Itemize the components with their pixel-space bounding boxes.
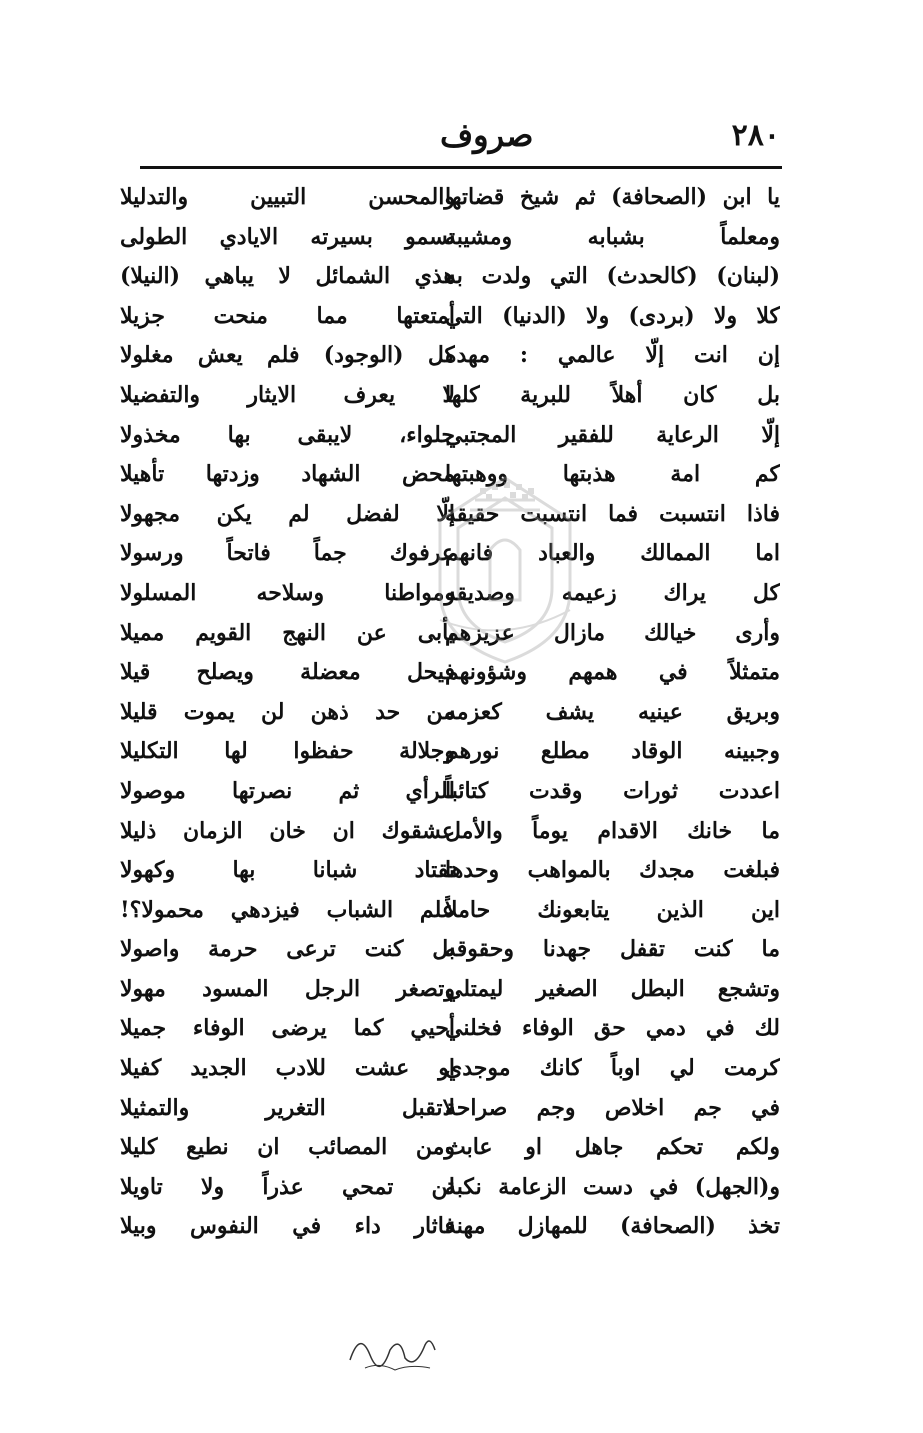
right-column-verse-line: كرمت لي اوباً كانك موجدي bbox=[445, 1055, 780, 1082]
right-column-verse-line: متمثلاً في همهم وشؤونهم bbox=[445, 659, 780, 686]
right-column-verse-line: وجبينه الوقاد مطلع نورهم bbox=[445, 738, 780, 765]
left-column-verse-line: تسمو بسيرته الايادي الطولى bbox=[120, 223, 455, 250]
left-column-verse-line: لاتقبل التغرير والتمثيلا bbox=[120, 1094, 455, 1121]
left-column-verse-line: جلواء، لايبقى بها مخذولا bbox=[120, 421, 455, 448]
left-column-verse-line: أحيي كما يرضى الوفاء جميلا bbox=[120, 1015, 455, 1042]
header-rule bbox=[140, 166, 782, 169]
page-header bbox=[140, 110, 780, 160]
right-column-verse-line: كل يراك زعيمه وصديقه bbox=[445, 579, 780, 606]
right-column-verse-line: تخذ (الصحافة) للمهازل مهنة bbox=[445, 1213, 780, 1240]
left-column-verse-line: محض الشهاد وزدتها تأهيلا bbox=[120, 461, 455, 488]
right-column-verse-line: ومعلماً بشبابه ومشيبه bbox=[445, 223, 780, 250]
right-column-verse-line: لك في دمي حق الوفاء فخلني bbox=[445, 1015, 780, 1042]
right-column-verse-line: (لبنان) (كالحدث) التي ولدت به bbox=[445, 263, 780, 290]
right-column-verse-line: اين الذين يتابعونك حاملاً bbox=[445, 896, 780, 923]
left-column-verse-line: يأبى عن النهج القويم مميلا bbox=[120, 619, 455, 646]
right-column-verse-line: و(الجهل) في دست الزعامة نكبة bbox=[445, 1173, 780, 1200]
right-column bbox=[445, 178, 780, 1247]
right-column-verse-line: كم امة هذبتها ووهبتها bbox=[445, 461, 780, 488]
left-column-verse-line: كل (الوجود) فلم يعش مغلولا bbox=[120, 342, 455, 369]
right-column-verse-line: وتشجع البطل الصغير ليمتلي bbox=[445, 975, 780, 1002]
right-column-verse-line: فبلغت مجدك بالمواهب وحدها bbox=[445, 857, 780, 884]
handwritten-signature-icon bbox=[345, 1320, 440, 1375]
left-column-verse-line: هذي الشمائل لا يباهي (النيلا) bbox=[120, 263, 455, 290]
running-title: صروف bbox=[440, 116, 534, 154]
right-column-verse-line: إلّا الرعاية للفقير المجتبي bbox=[445, 421, 780, 448]
left-column-verse-line: من حد ذهن لن يموت قليلا bbox=[120, 698, 455, 725]
left-column-verse-line: عشقوك ان خان الزمان ذليلا bbox=[120, 817, 455, 844]
right-column-verse-line: ما كنت تقفل جهدنا وحقوقه bbox=[445, 936, 780, 963]
left-column-verse-line: وجلالة حفظوا لها التكليلا bbox=[120, 738, 455, 765]
left-column-verse-line: إلّا لفضل لم يكن مجهولا bbox=[120, 500, 455, 527]
left-column-verse-line: بل كنت ترعى حرمة واصولا bbox=[120, 936, 455, 963]
right-column-verse-line: إن انت إلّا عالمي : مهده bbox=[445, 342, 780, 369]
left-column-verse-line: أمتعتها مما منحت جزيلا bbox=[120, 302, 455, 329]
right-column-verse-line: ولكم تحكم جاهل او عابث bbox=[445, 1134, 780, 1161]
left-column-verse-line: عرفوك جماً فاتحاً ورسولا bbox=[120, 540, 455, 567]
right-column-verse-line: كلا ولا (بردى) ولا (الدنيا) التي bbox=[445, 302, 780, 329]
right-column-verse-line: ما خانك الاقدام يوماً والأمل bbox=[445, 817, 780, 844]
left-column-verse-line: تقتاد شبانا بها وكهولا bbox=[120, 857, 455, 884]
right-column-verse-line: اما الممالك والعباد فانهم bbox=[445, 540, 780, 567]
right-column-verse-line: فاذا انتسبت فما انتسبت حقيقة bbox=[445, 500, 780, 527]
left-column-verse-line: لا يعرف الايثار والتفضيلا bbox=[120, 381, 455, 408]
left-column-verse-line: والمحسن التبيين والتدليلا bbox=[120, 184, 455, 210]
left-column bbox=[120, 178, 455, 1247]
left-column-verse-line: فاثار داء في النفوس وبيلا bbox=[120, 1213, 455, 1240]
right-column-verse-line: يا ابن (الصحافة) ثم شيخ قضاتها bbox=[445, 184, 780, 210]
left-column-verse-line: للرأي ثم نصرتها موصولا bbox=[120, 777, 455, 804]
left-column-verse-line: علم الشباب فيزدهي محمولا؟! bbox=[120, 896, 455, 923]
right-column-verse-line: وبريق عينيه يشف كعزمه bbox=[445, 698, 780, 725]
page-number: ٢٨٠ bbox=[731, 118, 780, 153]
library-seal-stamp-icon bbox=[420, 470, 590, 670]
left-column-verse-line: فيحل معضلة ويصلح قيلا bbox=[120, 659, 455, 686]
left-column-verse-line: لن تمحي عذراً ولا تاويلا bbox=[120, 1173, 455, 1200]
left-column-verse-line: او عشت للادب الجديد كفيلا bbox=[120, 1055, 455, 1082]
left-column-verse-line: ومن المصائب ان نطيع كليلا bbox=[120, 1134, 455, 1161]
left-column-verse-line: ومواطنا وسلاحه المسلولا bbox=[120, 579, 455, 606]
right-column-verse-line: اعددت ثورات وقدت كتائباً bbox=[445, 777, 780, 804]
right-column-verse-line: في جم اخلاص وجم صراحة bbox=[445, 1094, 780, 1121]
left-column-verse-line: وتصغر الرجل المسود مهولا bbox=[120, 975, 455, 1002]
right-column-verse-line: وأرى خيالك مازال عزيزهم bbox=[445, 619, 780, 646]
right-column-verse-line: بل كان أهلاً للبرية كلها bbox=[445, 381, 780, 408]
